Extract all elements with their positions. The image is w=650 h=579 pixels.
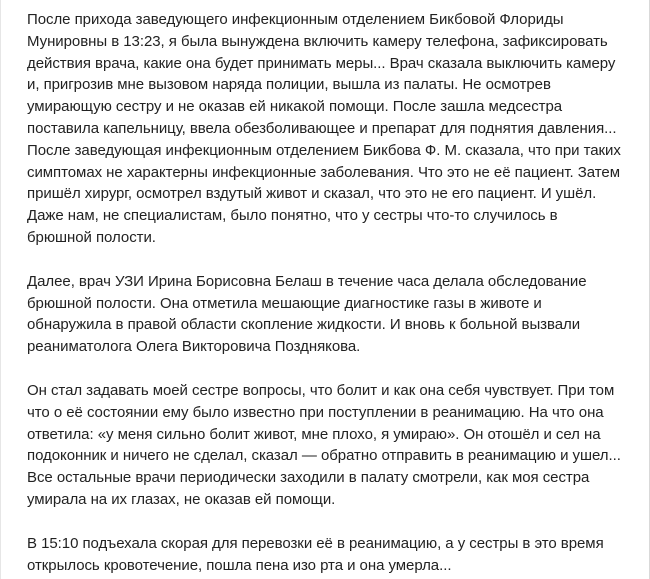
paragraph-3: Он стал задавать моей сестре вопросы, что болит и как она себя чувствует. При том что о её состоянии ему было известно при поступлении в реанимацию. На что она ответила: «у меня сильно болит живот, мне плохо, я умираю». Он отошёл и сел на подоконник и ничего не сделал, сказал — обратно отправить в реанимацию и ушел... Все остальные врачи периодически заходили в палату смотрели, как моя сестра умирала на их глазах, не оказав ей помощи. <box>27 381 621 508</box>
paragraph-2: Далее, врач УЗИ Ирина Борисовна Белаш в течение часа делала обследование брюшной полости. Она отметила мешающие диагностике газы в животе и обнаружила в правой области скопление жидкости. И вновь к больной вызвали реаниматолога Олега Викторовича Позднякова. <box>27 272 587 356</box>
paragraph-4: В 15:10 подъехала скорая для перевозки её в реанимацию, а у сестры в это время открылось кровотечение, пошла пена изо рта и она умерла... <box>27 534 604 574</box>
article-body <box>27 9 635 576</box>
paragraph-1: После прихода заведующего инфекционным отделением Бикбовой Флориды Мунировны в 13:23, я была вынуждена включить камеру телефона, зафиксировать действия врача, какие она будет принимать меры... Врач сказала выключить камеру и, пригрозив мне вызовом наряда полиции, вышла из палаты. Не осмотрев умирающую сестру и не оказав ей никакой помощи. После зашла медсестра поставила капельницу, ввела обезболивающее и препарат для поднятия давления... После заведующая инфекционным отделением Бикбова Ф. М. сказала, что при таких симптомах не характерны инфекционные заболевания. Что это не её пациент. Затем пришёл хирург, осмотрел вздутый живот и сказал, что это не его пациент. И ушёл. Даже нам, не специалистам, было понятно, что у сестры что-то случилось в брюшной полости. <box>27 11 621 246</box>
paragraph-spacer <box>27 249 635 271</box>
paragraph-spacer <box>27 511 635 533</box>
paragraph-spacer <box>27 358 635 380</box>
left-divider <box>0 0 1 579</box>
